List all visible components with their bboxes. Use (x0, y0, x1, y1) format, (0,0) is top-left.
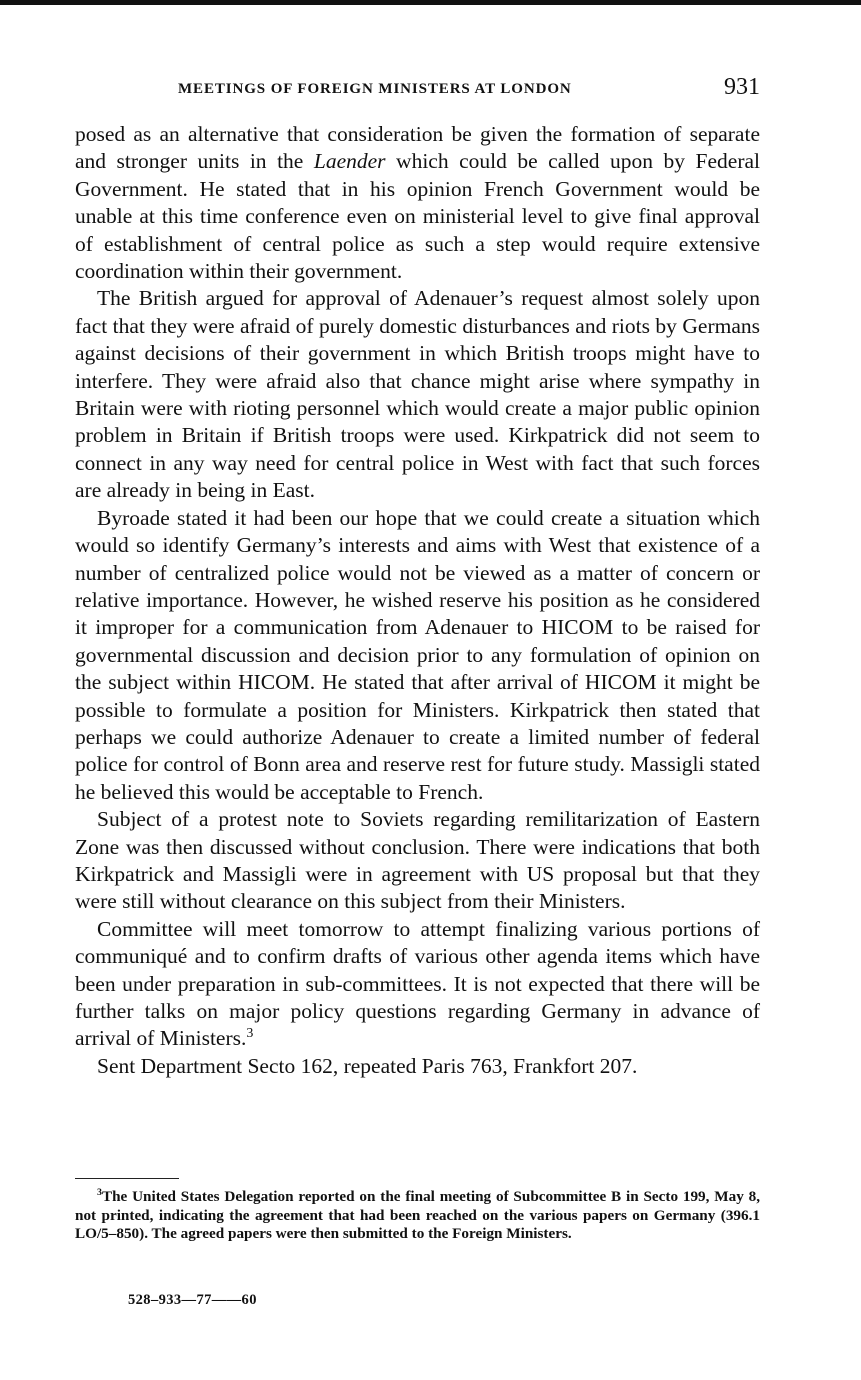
running-title: MEETINGS OF FOREIGN MINISTERS AT LONDON (178, 81, 572, 97)
paragraph-6: Sent Department Secto 162, repeated Paris 763, Frankfort 207. (97, 1053, 638, 1078)
paragraph-5: Committee will meet tomorrow to attempt finalizing various portions of communiqué and to confirm drafts of various other agenda items which have been under preparation in sub-committees. It is not expected that there will be further talks on major policy questions regarding Germany in advance of arrival of Ministers.$^3$ (75, 916, 760, 1051)
top-border (0, 0, 861, 5)
print-code: 528–933—77——60 (128, 1292, 257, 1308)
body-text (75, 121, 760, 1080)
page-number: 931 (724, 74, 760, 100)
footnote-marker: 3 (97, 1186, 102, 1198)
italic-term: Laender (313, 149, 386, 174)
paragraph-3: Byroade stated it had been our hope that we could create a situation which would so identify Germany’s interests and aims with West that existence of a number of centralized police would not be viewed as a matter of concern or relative importance. However, he wished reserve his position as he considered it improper for a communication from Adenauer to HICOM to be raised for governmental discussion and decision prior to any formulation of opinion on the subject within HICOM. He stated that after arrival of HICOM it might be possible to formulate a position for Ministers. Kirkpatrick then stated that perhaps we could authorize Adenauer to create a limited number of federal police for control of Bonn area and reserve rest for future study. Massigli stated he believed this would be acceptable to French. (75, 505, 760, 804)
footnote-text: The United States Delegation reported on the final meeting of Subcommittee B in Secto 199, May 8, not printed, indicating the agreement that had been reached on the various papers on Germany (396.1 LO/5–850). The agreed papers were then submitted to the Foreign Ministers. (75, 1188, 760, 1242)
paragraph-2: The British argued for approval of Adenauer’s request almost solely upon fact that they were afraid of purely domestic disturbances and riots by Germans against decisions of their government in which British troops might have to interfere. They were afraid also that chance might arise where sympathy in Britain were with rioting personnel which would create a major public opinion problem in Britain if British troops were used. Kirkpatrick did not seem to connect in any way need for central police in West with fact that such forces are already in being in East. (75, 286, 760, 503)
footnote-reference: 3 (246, 1026, 254, 1042)
footnote-divider (75, 1178, 179, 1179)
footnote (75, 1188, 760, 1244)
paragraph-4: Subject of a protest note to Soviets regarding remilitarization of Eastern Zone was then discussed without conclusion. There were indications that both Kirkpatrick and Massigli were in agreement with US proposal but that they were still without clearance on this subject from their Ministers. (75, 807, 760, 914)
paragraph-1: posed as an alternative that consideration be given the formation of separate and stronger units in the Laender which could be called upon by Federal Government. He stated that in his opinion French Government would be unable at this time conference even on ministerial level to give final approval of establishment of central police as such a step would require extensive coordination within their government. (75, 122, 760, 284)
page-header (75, 76, 760, 104)
